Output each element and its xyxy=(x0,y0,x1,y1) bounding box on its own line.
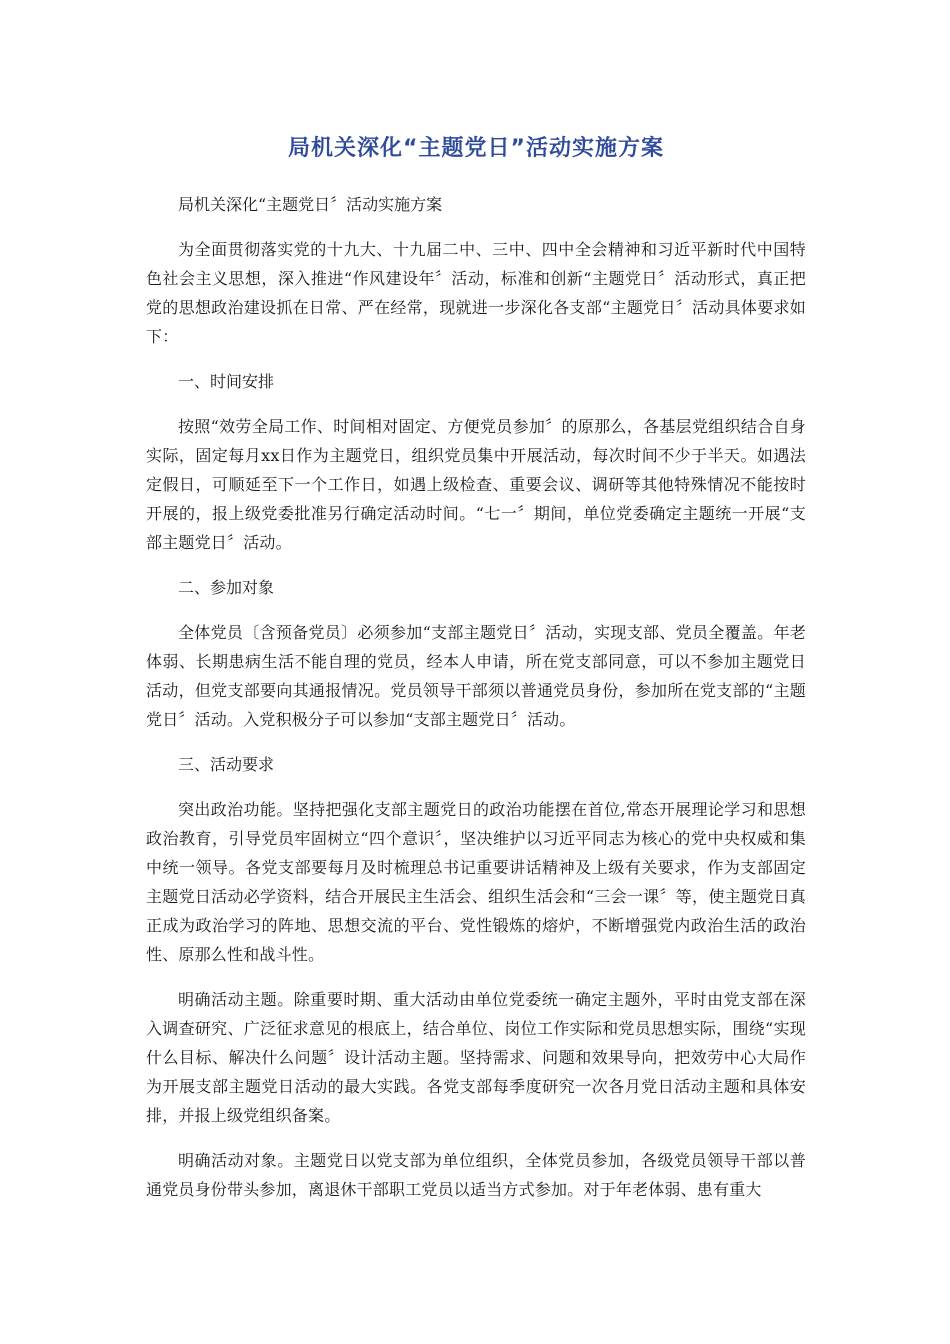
requirements-paragraph-participants: 明确活动对象。主题党日以党支部为单位组织，全体党员参加，各级党员领导干部以普通党员身份带头参加，离退休干部职工党员以适当方式参加。对于年老体弱、患有重大 xyxy=(146,1151,806,1199)
schedule-paragraph: 按照“效劳全局工作、时间相对固定、方便党员参加〞的原那么，各基层党组织结合自身实际，固定每月xx日作为主题党日，组织党员集中开展活动，每次时间不少于半天。如遇法定假日，可顺延至下一个工作日，如遇上级检查、重要会议、调研等其他特殊情况不能按时开展的，报上级党委批准另行确定活动时间。“七一〞期间，单位党委确定主题统一开展“支部主题党日〞活动。 xyxy=(146,417,806,552)
document-title: 局机关深化“主题党日”活动实施方案 xyxy=(288,136,664,161)
requirements-paragraph-theme: 明确活动主题。除重要时期、重大活动由单位党委统一确定主题外，平时由党支部在深入调查研究、广泛征求意见的根底上，结合单位、岗位工作实际和党员思想实际，围绕“实现什么目标、解决什么问题〞设计活动主题。坚持需求、问题和效果导向，把效劳中心大局作为开展支部主题党日活动的最大实践。各党支部每季度研究一次各月党日活动主题和具体安排，并报上级党组织备案。 xyxy=(146,990,806,1125)
intro-paragraph: 为全面贯彻落实党的十九大、十九届二中、三中、四中全会精神和习近平新时代中国特色社会主义思想，深入推进“作风建设年〞活动，标准和创新“主题党日〞活动形式，真正把党的思想政治建设抓在日常、严在经常，现就进一步深化各支部“主题党日〞活动具体要求如下： xyxy=(146,240,806,346)
document-page xyxy=(146,130,806,1220)
document-subtitle: 局机关深化“主题党日〞活动实施方案 xyxy=(178,195,443,214)
participants-paragraph: 全体党员〔含预备党员〕必须参加“支部主题党日〞活动，实现支部、党员全覆盖。年老体弱、长期患病生活不能自理的党员，经本人申请，所在党支部同意，可以不参加主题党日活动，但党支部要向其通报情况。党员领导干部须以普通党员身份，参加所在党支部的“主题党日〞活动。入党积极分子可以参加“支部主题党日〞活动。 xyxy=(146,623,806,729)
section-heading-requirements: 三、活动要求 xyxy=(178,755,275,774)
requirements-paragraph-political: 突出政治功能。坚持把强化支部主题党日的政治功能摆在首位,常态开展理论学习和思想政治教育，引导党员牢固树立“四个意识〞，坚决维护以习近平同志为核心的党中央权威和集中统一领导。各党支部要每月及时梳理总书记重要讲话精神及上级有关要求，作为支部固定主题党日活动必学资料，结合开展民主生活会、组织生活会和“三会一课〞等，使主题党日真正成为政治学习的阵地、思想交流的平台、党性锻炼的熔炉，不断增强党内政治生活的政治性、原那么性和战斗性。 xyxy=(146,800,806,964)
section-heading-participants: 二、参加对象 xyxy=(178,578,275,597)
section-heading-schedule: 一、时间安排 xyxy=(178,372,275,391)
